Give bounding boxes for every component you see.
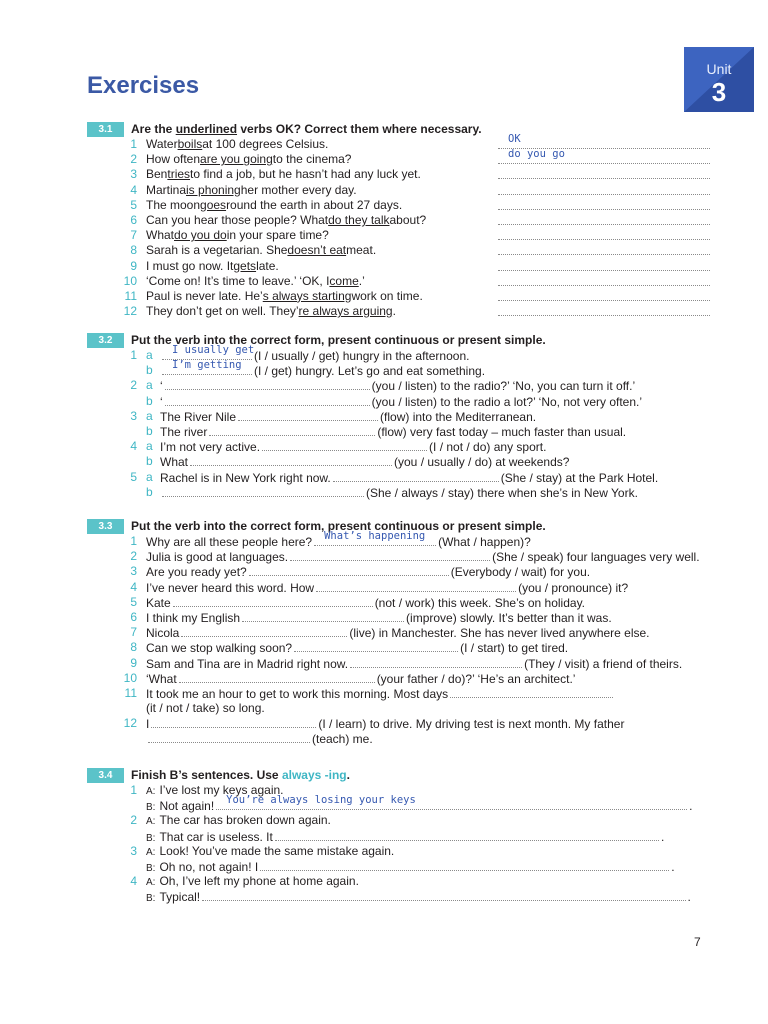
- answer-blank[interactable]: [333, 470, 499, 482]
- speaker-label: A:: [146, 846, 156, 858]
- item-text: [160, 409, 536, 425]
- text: (She / stay) at the Park Hotel.: [500, 470, 659, 485]
- text: Typical!: [159, 890, 201, 905]
- item-number: 6: [130, 212, 137, 227]
- speaker-label: B:: [146, 862, 156, 874]
- text: I must go now. It: [146, 258, 234, 273]
- unit-badge: [684, 47, 754, 112]
- text: Oh no, not again! I: [159, 859, 259, 874]
- exercise-number-badge: 3.2: [87, 333, 124, 348]
- item-text: [160, 378, 635, 394]
- exercise-item: [87, 794, 712, 814]
- item-letter: a: [146, 439, 153, 454]
- text: (flow) into the Mediterranean.: [380, 409, 537, 424]
- answer-blank[interactable]: [181, 625, 347, 637]
- text: (Everybody / wait) for you.: [450, 565, 591, 580]
- exercise-item: [87, 439, 712, 454]
- speaker-label: B:: [146, 832, 156, 844]
- exercise-item: [87, 259, 712, 274]
- item-letter: a: [146, 378, 153, 393]
- exercise-3-3: [87, 518, 712, 747]
- underlined-verb: doesn’t eat: [287, 243, 347, 258]
- underlined-verb: are you going: [200, 152, 273, 167]
- text: work on time.: [351, 288, 423, 303]
- item-text: [146, 274, 365, 289]
- item-number: 3: [130, 408, 137, 423]
- unit-label: Unit: [706, 61, 732, 77]
- item-text: [160, 394, 642, 410]
- item-number: 8: [130, 243, 137, 258]
- item-text: B: Typical! .: [146, 890, 691, 905]
- exercise-item: [87, 686, 712, 701]
- text: (not / work) this week. She’s on holiday.: [374, 595, 586, 610]
- text: (What / happen)?: [438, 535, 531, 549]
- text: (I / get) hungry. Let’s go and eat something.: [254, 364, 486, 379]
- item-text: [146, 549, 700, 565]
- answer-blank[interactable]: [498, 274, 710, 286]
- item-text: [146, 701, 265, 716]
- underlined-verb: goes: [200, 197, 227, 212]
- item-number: 9: [130, 258, 137, 273]
- item-number: 3: [130, 564, 137, 579]
- item-number: 5: [130, 197, 137, 212]
- handwritten-answer: do you go: [508, 148, 565, 161]
- unit-number: 3: [711, 77, 727, 107]
- exercise-item: [87, 213, 712, 228]
- text: Not again!: [159, 799, 215, 814]
- item-number: 11: [124, 288, 137, 303]
- answer-blank[interactable]: [260, 859, 669, 871]
- answer-blank[interactable]: [165, 378, 370, 390]
- text: about?: [389, 212, 427, 227]
- text: Look! You’ve made the same mistake again.: [159, 843, 395, 858]
- text: round the earth in about 27 days.: [226, 197, 403, 212]
- text: ‘: [160, 379, 163, 394]
- item-text: [146, 580, 628, 596]
- exercise-instruction: Finish B’s sentences. Use always -ing.: [131, 768, 350, 782]
- item-text: [146, 813, 331, 829]
- item-number: 1: [130, 348, 137, 362]
- underlined-verb: re always arguing: [298, 304, 393, 319]
- answer-blank[interactable]: [498, 243, 710, 255]
- exercise-item: [87, 167, 712, 182]
- text: Why are all these people here?: [146, 535, 313, 549]
- answer-blank[interactable]: [190, 454, 392, 466]
- text: (teach) me.: [312, 732, 373, 747]
- item-text: [146, 564, 590, 580]
- answer-blank[interactable]: [498, 148, 710, 164]
- underlined-verb: is phoning: [186, 182, 241, 197]
- exercise-item: [87, 289, 712, 304]
- answer-blank[interactable]: [242, 610, 404, 622]
- item-number: 11: [124, 685, 137, 700]
- answer-blank[interactable]: [216, 794, 687, 810]
- text: Can you hear those people? What: [146, 212, 329, 227]
- text: How often: [146, 152, 201, 167]
- text: The river: [160, 424, 208, 439]
- item-number: 6: [130, 609, 137, 624]
- item-text: [146, 656, 682, 672]
- exercise-item: [87, 148, 712, 167]
- exercise-3-1: [87, 121, 712, 319]
- item-number: 3: [130, 843, 137, 858]
- answer-blank[interactable]: [498, 259, 710, 271]
- text: (you / usually / do) at weekends?: [394, 455, 570, 470]
- exercise-number-badge: 3.3: [87, 519, 124, 534]
- text: (She / speak) four languages very well.: [492, 550, 700, 565]
- text: I’m not very active.: [160, 440, 261, 455]
- item-number: 2: [130, 813, 137, 828]
- item-letter: a: [146, 469, 153, 484]
- item-letter: a: [146, 408, 153, 423]
- answer-blank[interactable]: [173, 595, 373, 607]
- answer-blank[interactable]: [450, 686, 613, 698]
- exercise-item: [87, 625, 712, 640]
- text: Rachel is in New York right now.: [160, 470, 331, 485]
- answer-blank[interactable]: [165, 394, 370, 406]
- handwritten-answer: I’m getting: [172, 359, 242, 372]
- text: meat.: [346, 243, 377, 258]
- underlined-verb: do you do: [174, 228, 227, 243]
- speaker-label: B:: [146, 893, 156, 905]
- text: Can we stop walking soon?: [146, 641, 293, 656]
- answer-blank[interactable]: [316, 580, 516, 592]
- underlined-verb: gets: [233, 258, 257, 273]
- item-text: [146, 731, 373, 747]
- text: Are you ready yet?: [146, 565, 247, 580]
- exercise-item: [87, 859, 712, 874]
- handwritten-answer: You’re always losing your keys: [226, 794, 416, 807]
- answer-blank[interactable]: [290, 549, 490, 561]
- answer-blank[interactable]: [151, 716, 316, 728]
- exercise-item: [87, 183, 712, 198]
- exercise-item: [87, 394, 712, 409]
- exercise-item: [87, 813, 712, 828]
- item-text: [146, 304, 396, 319]
- text: (your father / do)?’ ‘He’s an architect.’: [376, 671, 576, 686]
- text: in your spare time?: [226, 228, 329, 243]
- handwritten-answer: OK: [508, 133, 521, 145]
- item-text: [146, 243, 376, 258]
- text: (She / always / stay) there when she’s in New York.: [366, 485, 638, 500]
- underlined-verb: do they talk: [328, 212, 390, 227]
- exercise-item: [87, 671, 712, 686]
- text: (I / learn) to drive. My driving test is next month. My father: [318, 717, 625, 732]
- item-text: [160, 359, 486, 379]
- text: (improve) slowly. It’s better than it was.: [406, 610, 612, 625]
- text: to find a job, but he hasn’t had any luck yet.: [190, 167, 421, 182]
- item-text: [160, 439, 546, 455]
- exercise-item: [87, 701, 712, 716]
- exercise-item: [87, 359, 712, 379]
- text: Oh, I’ve left my phone at home again.: [159, 874, 359, 889]
- text: to the cinema?: [272, 152, 352, 167]
- item-letter: a: [146, 348, 153, 362]
- answer-blank[interactable]: [498, 198, 710, 210]
- text: (live) in Manchester. She has never lived anywhere else.: [349, 626, 650, 641]
- text: I: [146, 717, 150, 732]
- answer-blank[interactable]: [209, 424, 375, 436]
- item-number: 5: [130, 469, 137, 484]
- text: (you / listen) to the radio a lot?’ ‘No, not very often.’: [371, 394, 643, 409]
- exercise-item: [87, 228, 712, 243]
- text: What: [160, 455, 189, 470]
- item-text: [160, 454, 569, 470]
- item-text: [146, 640, 568, 656]
- item-number: 10: [123, 273, 137, 288]
- answer-blank[interactable]: [350, 656, 522, 668]
- exercise-item: [87, 485, 712, 500]
- item-text: [160, 424, 626, 440]
- answer-blank[interactable]: [202, 889, 685, 901]
- item-text: B: Not again! You’re always losing your keys .: [146, 794, 693, 814]
- exercise-item: [87, 731, 712, 746]
- item-text: [146, 137, 328, 152]
- text: (I / not / do) any sport.: [429, 440, 547, 455]
- item-text: [146, 686, 615, 702]
- item-letter: b: [146, 484, 153, 499]
- item-text: [146, 259, 279, 274]
- answer-blank[interactable]: [162, 485, 364, 497]
- answer-blank[interactable]: [498, 228, 710, 240]
- text: Sarah is a vegetarian. She: [146, 243, 288, 258]
- item-number: 8: [130, 640, 137, 655]
- text: .’: [358, 273, 365, 288]
- underlined-verb: boils: [177, 137, 203, 151]
- speaker-label: A:: [146, 877, 156, 889]
- exercise-item: [87, 640, 712, 655]
- underlined-verb: come: [329, 273, 359, 288]
- handwritten-answer: I usually get: [172, 344, 255, 356]
- item-text: [146, 152, 351, 167]
- text: her mother every day.: [240, 182, 357, 197]
- item-number: 12: [123, 304, 137, 319]
- item-number: 4: [130, 182, 137, 197]
- text: ‘What: [146, 671, 177, 686]
- answer-blank[interactable]: [498, 183, 710, 195]
- answer-blank[interactable]: [179, 671, 375, 683]
- exercise-item: [87, 874, 712, 889]
- text: ‘Come on! It’s time to leave.’ ‘OK, I: [146, 273, 330, 288]
- exercise-instruction: Put the verb into the correct form, present continuous or present simple.: [131, 333, 546, 347]
- item-number: 7: [130, 228, 137, 243]
- exercise-item: [87, 274, 712, 289]
- text: The car has broken down again.: [159, 813, 331, 828]
- answer-blank[interactable]: [498, 213, 710, 225]
- answer-blank[interactable]: [249, 564, 449, 576]
- item-number: 4: [130, 439, 137, 454]
- item-text: B: Oh no, not again! I .: [146, 859, 675, 874]
- text: Kate: [146, 595, 171, 610]
- text: (flow) very fast today – much faster than usual.: [377, 424, 627, 439]
- text: ‘: [160, 394, 163, 409]
- item-text: [146, 874, 359, 890]
- item-text: [146, 198, 402, 213]
- item-text: [146, 167, 421, 182]
- text: (you / listen) to the radio?’ ‘No, you can turn it off.’: [371, 379, 636, 394]
- handwritten-answer: What’s happening: [324, 530, 426, 542]
- item-text: [146, 625, 650, 641]
- item-number: 5: [130, 594, 137, 609]
- item-text: [146, 716, 624, 732]
- exercise-item: [87, 549, 712, 564]
- exercise-item: [87, 564, 712, 579]
- text: I think my English: [146, 610, 241, 625]
- exercise-item: [87, 610, 712, 625]
- text: I’ve lost my keys again.: [159, 783, 284, 797]
- exercise-item: [87, 829, 712, 844]
- exercise-3-4: [87, 767, 712, 905]
- text: Martina: [146, 182, 187, 197]
- answer-blank[interactable]: [148, 731, 310, 743]
- text: (you / pronounce) it?: [518, 580, 629, 595]
- text: The River Nile: [160, 409, 237, 424]
- text: Julia is good at languages.: [146, 550, 289, 565]
- item-number: 1: [130, 783, 137, 797]
- text: Paul is never late. He’: [146, 288, 263, 303]
- item-number: 2: [130, 152, 137, 167]
- answer-blank[interactable]: [275, 829, 659, 841]
- item-text: [146, 228, 329, 243]
- item-number: 2: [130, 549, 137, 564]
- text: I’ve never heard this word. How: [146, 580, 315, 595]
- item-number: 12: [123, 716, 137, 731]
- text: (They / visit) a friend of theirs.: [524, 656, 683, 671]
- page-number: 7: [694, 935, 701, 949]
- underlined-verb: s always starting: [262, 288, 352, 303]
- text: .: [392, 304, 396, 319]
- item-text: [146, 595, 585, 611]
- item-number: 10: [123, 670, 137, 685]
- item-text: [146, 671, 575, 687]
- item-number: 3: [130, 167, 137, 182]
- exercise-instruction: Put the verb into the correct form, present continuous or present simple.: [131, 519, 546, 533]
- exercise-item: [87, 424, 712, 439]
- item-letter: b: [146, 423, 153, 438]
- underlined-verb: tries: [167, 167, 191, 182]
- exercise-item: [87, 530, 712, 549]
- text: (I / usually / get) hungry in the afternoon.: [254, 349, 470, 363]
- exercise-number-badge: 3.1: [87, 122, 124, 137]
- speaker-label: A:: [146, 786, 156, 797]
- item-text: [160, 485, 638, 501]
- item-text: B: That car is useless. It .: [146, 829, 665, 844]
- text: What: [146, 228, 175, 243]
- exercise-item: [87, 198, 712, 213]
- answer-blank[interactable]: [294, 640, 458, 652]
- answer-blank[interactable]: [498, 304, 710, 316]
- text: Water: [146, 137, 178, 151]
- item-letter: b: [146, 393, 153, 408]
- item-number: 4: [130, 579, 137, 594]
- item-letter: b: [146, 363, 153, 378]
- answer-blank[interactable]: [262, 439, 427, 451]
- text: The moon: [146, 197, 201, 212]
- text: Nicola: [146, 626, 180, 641]
- item-number: 4: [130, 874, 137, 889]
- text: at 100 degrees Celsius.: [202, 137, 329, 151]
- text: Ben: [146, 167, 168, 182]
- exercise-item: [87, 595, 712, 610]
- item-text: [146, 530, 531, 550]
- exercise-item: [87, 304, 712, 319]
- exercise-item: [87, 844, 712, 859]
- exercise-item: [87, 656, 712, 671]
- speaker-label: B:: [146, 802, 156, 814]
- exercise-item: [87, 889, 712, 904]
- exercise-item: [87, 470, 712, 485]
- text: (I / start) to get tired.: [460, 641, 569, 656]
- item-letter: b: [146, 454, 153, 469]
- exercise-instruction: Are the underlined verbs OK? Correct them where necessary.: [131, 122, 482, 136]
- exercise-item: [87, 409, 712, 424]
- text: That car is useless. It: [159, 829, 273, 844]
- exercise-item: [87, 243, 712, 258]
- item-number: 1: [130, 534, 137, 548]
- answer-blank[interactable]: [498, 289, 710, 301]
- item-text: [146, 183, 357, 198]
- item-number: 9: [130, 655, 137, 670]
- page-title: Exercises: [87, 72, 200, 99]
- item-number: 1: [130, 137, 137, 151]
- exercise-number-badge: 3.4: [87, 768, 124, 783]
- answer-blank[interactable]: [314, 530, 436, 546]
- item-number: 7: [130, 625, 137, 640]
- speaker-label: A:: [146, 816, 156, 828]
- item-text: [160, 470, 658, 486]
- exercise-3-2: [87, 332, 712, 500]
- exercise-item: [87, 133, 712, 152]
- exercise-item: [87, 378, 712, 393]
- exercise-item: [87, 454, 712, 469]
- answer-blank[interactable]: [238, 409, 378, 421]
- item-text: [146, 213, 426, 228]
- text: It took me an hour to get to work this morning. Most days: [146, 686, 449, 701]
- text: They don’t get on well. They’: [146, 304, 299, 319]
- item-text: [146, 289, 423, 304]
- answer-blank[interactable]: [162, 359, 252, 375]
- item-text: [146, 844, 394, 860]
- answer-blank[interactable]: [498, 167, 710, 179]
- text: Sam and Tina are in Madrid right now.: [146, 656, 349, 671]
- text: (it / not / take) so long.: [146, 701, 265, 716]
- exercise-item: [87, 716, 712, 731]
- text: late.: [256, 258, 279, 273]
- exercise-item: [87, 580, 712, 595]
- item-text: [146, 610, 612, 626]
- item-number: 2: [130, 378, 137, 393]
